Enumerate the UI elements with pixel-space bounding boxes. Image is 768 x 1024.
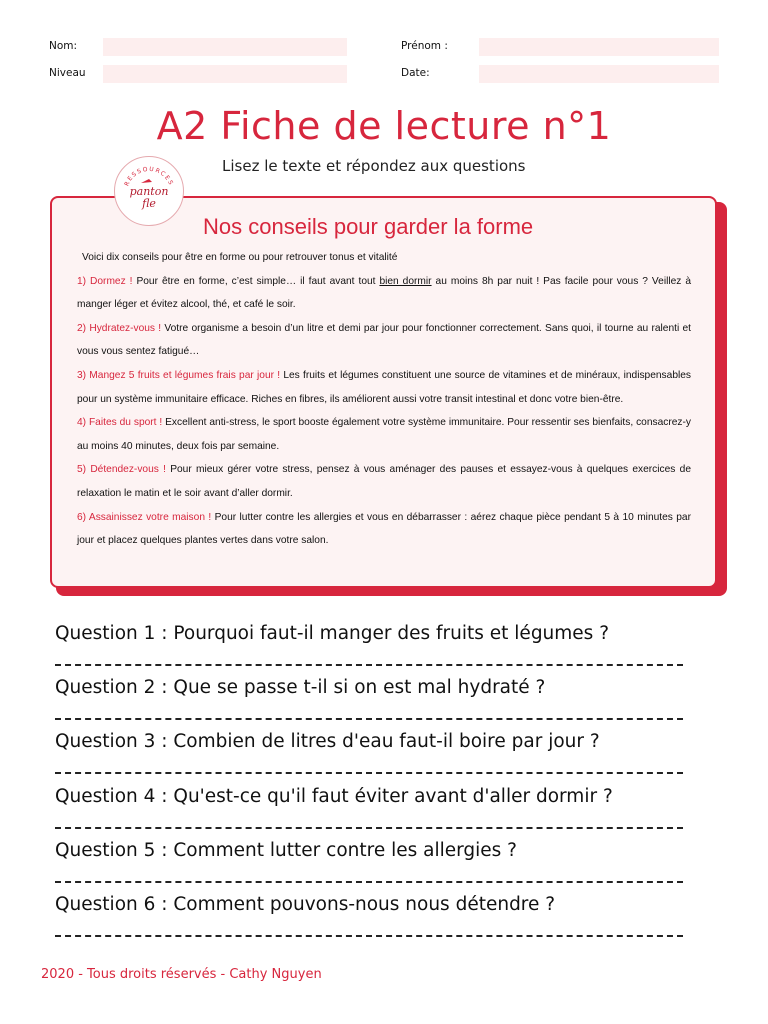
prenom-label: Prénom : — [401, 40, 448, 52]
tip-3: 3) Mangez 5 fruits et légumes frais par jour ! Les fruits et légumes constituent une source de vitamines et de minéraux, indispensables pour un système immunitaire efficace. Riches en fibres, ils améliorent aussi votre transit intestinal et donc votre bien-être. — [77, 369, 692, 405]
niveau-field[interactable] — [103, 65, 347, 83]
answer-line-1[interactable] — [55, 664, 683, 666]
card-intro: Voici dix conseils pour être en forme ou pour retrouver tonus et vitalité — [82, 252, 398, 263]
tip-6: 6) Assainissez votre maison ! Pour lutter contre les allergies et vous en débarrasser : aérez chaque pièce pendant 5 à 10 minutes par jour et placez quelques plantes vertes dans votre salon. — [77, 511, 691, 547]
question-1: Question 1 : Pourquoi faut-il manger des fruits et légumes ? — [55, 623, 610, 644]
date-field[interactable] — [479, 65, 719, 83]
date-label: Date: — [401, 67, 430, 79]
answer-line-6[interactable] — [55, 935, 683, 937]
logo-name-line1: panton — [129, 185, 169, 198]
answer-line-5[interactable] — [55, 881, 683, 883]
question-6: Question 6 : Comment pouvons-nous nous détendre ? — [55, 894, 556, 915]
tip-5: 5) Détendez-vous ! Pour mieux gérer votre stress, pensez à vous aménager des pauses et essayez-vous à quelques exercices de relaxation le matin et le soir avant d’aller dormir. — [77, 464, 691, 499]
tip-heading: 5) Détendez-vous ! — [77, 464, 166, 476]
tip-2: 2) Hydratez-vous ! Votre organisme a besoin d’un litre et demi par jour pour fonctionner correctement. Sans quoi, il tourne au ralenti et vous vous sentez fatigué… — [77, 322, 691, 358]
nom-label: Nom: — [49, 40, 78, 52]
answer-line-4[interactable] — [55, 827, 683, 829]
card-title: Nos conseils pour garder la forme — [203, 214, 534, 239]
tip-4: 4) Faites du sport ! Excellent anti-stress, le sport booste également votre système immunitaire. Pour ressentir ses bienfaits, consacrez-y au moins 40 minutes, deux fois par semaine. — [77, 417, 691, 452]
svg-text:RESSOURCES — [123, 166, 174, 187]
question-2: Question 2 : Que se passe t-il si on est mal hydraté ? — [55, 677, 546, 698]
answer-line-2[interactable] — [55, 718, 683, 720]
tip-heading: 1) Dormez ! — [77, 275, 133, 287]
nom-field[interactable] — [103, 38, 347, 56]
question-4: Question 4 : Qu'est-ce qu'il faut éviter avant d'aller dormir ? — [55, 786, 613, 807]
question-3: Question 3 : Combien de litres d'eau faut-il boire par jour ? — [55, 731, 600, 752]
page-subtitle: Lisez le texte et répondez aux questions — [222, 157, 526, 175]
question-5: Question 5 : Comment lutter contre les allergies ? — [55, 840, 518, 861]
answer-line-3[interactable] — [55, 772, 683, 774]
prenom-field[interactable] — [479, 38, 719, 56]
card-text — [77, 246, 691, 553]
tip-heading: 2) Hydratez-vous ! — [77, 322, 162, 334]
niveau-label: Niveau — [49, 67, 86, 79]
logo-top-text: RESSOURCES — [123, 165, 175, 188]
tip-heading: 4) Faites du sport ! — [77, 417, 163, 429]
tip-heading: 6) Assainissez votre maison ! — [77, 511, 212, 523]
page-title: A2 Fiche de lecture n°1 — [156, 104, 612, 148]
footer-copyright: 2020 - Tous droits réservés - Cathy Nguyen — [41, 967, 322, 982]
logo-name-line2: fle — [142, 197, 156, 210]
tip-heading: 3) Mangez 5 fruits et légumes frais par jour ! — [77, 369, 281, 381]
panton-fle-logo — [114, 156, 184, 226]
tip-1: 1) Dormez ! Pour être en forme, c’est simple… il faut avant tout bien dormir au moins 8h par nuit ! Pas facile pour vous ? Veillez à manger léger et évitez alcool, thé, et café le soir. — [77, 275, 692, 311]
